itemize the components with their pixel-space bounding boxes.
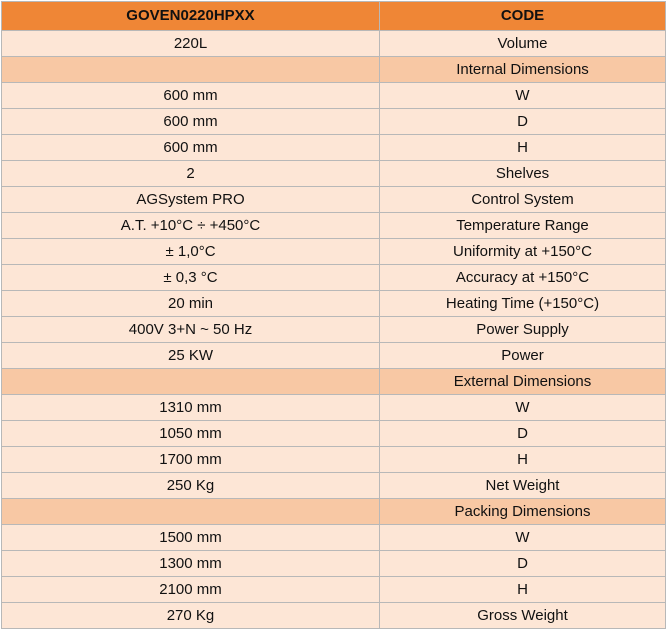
value-cell: 1300 mm [2,551,380,577]
label-cell: Uniformity at +150°C [380,239,666,265]
value-cell: ± 0,3 °C [2,265,380,291]
table-row [2,473,666,499]
table-row [2,343,666,369]
label-cell: D [380,421,666,447]
table-header-row [2,2,666,31]
value-cell: 250 Kg [2,473,380,499]
value-cell: 600 mm [2,109,380,135]
label-cell: Temperature Range [380,213,666,239]
label-cell: Shelves [380,161,666,187]
label-cell: D [380,551,666,577]
table-row [2,395,666,421]
value-cell: 600 mm [2,135,380,161]
table-row [2,447,666,473]
label-cell: H [380,135,666,161]
value-cell: 25 KW [2,343,380,369]
label-cell: W [380,525,666,551]
value-cell [2,499,380,525]
table-row [2,421,666,447]
table-row [2,577,666,603]
value-cell [2,369,380,395]
section-row [2,369,666,395]
value-cell: 1050 mm [2,421,380,447]
value-cell: 270 Kg [2,603,380,629]
table-row [2,551,666,577]
table-row [2,31,666,57]
table-row [2,83,666,109]
label-cell: Gross Weight [380,603,666,629]
value-cell: AGSystem PRO [2,187,380,213]
table-row [2,187,666,213]
table-row [2,213,666,239]
label-cell: Heating Time (+150°C) [380,291,666,317]
code-header: CODE [380,2,666,31]
value-cell: 600 mm [2,83,380,109]
section-label-cell: Internal Dimensions [380,57,666,83]
table-row [2,291,666,317]
value-cell: 2100 mm [2,577,380,603]
model-code-header: GOVEN0220HPXX [2,2,380,31]
table-row [2,239,666,265]
section-label-cell: Packing Dimensions [380,499,666,525]
section-label-cell: External Dimensions [380,369,666,395]
label-cell: Accuracy at +150°C [380,265,666,291]
table-row [2,603,666,629]
table-row [2,525,666,551]
value-cell: ± 1,0°C [2,239,380,265]
label-cell: H [380,577,666,603]
value-cell: 400V 3+N ~ 50 Hz [2,317,380,343]
value-cell: 1500 mm [2,525,380,551]
label-cell: Power [380,343,666,369]
table-row [2,161,666,187]
value-cell [2,57,380,83]
label-cell: W [380,83,666,109]
value-cell: 1700 mm [2,447,380,473]
label-cell: Control System [380,187,666,213]
section-row [2,499,666,525]
value-cell: A.T. +10°C ÷ +450°C [2,213,380,239]
label-cell: D [380,109,666,135]
table-row [2,135,666,161]
table-row [2,109,666,135]
value-cell: 20 min [2,291,380,317]
label-cell: W [380,395,666,421]
table-row [2,265,666,291]
value-cell: 2 [2,161,380,187]
label-cell: Net Weight [380,473,666,499]
table-body [2,31,666,629]
label-cell: Power Supply [380,317,666,343]
label-cell: H [380,447,666,473]
section-row [2,57,666,83]
value-cell: 220L [2,31,380,57]
spec-table [1,1,666,629]
value-cell: 1310 mm [2,395,380,421]
label-cell: Volume [380,31,666,57]
table-row [2,317,666,343]
